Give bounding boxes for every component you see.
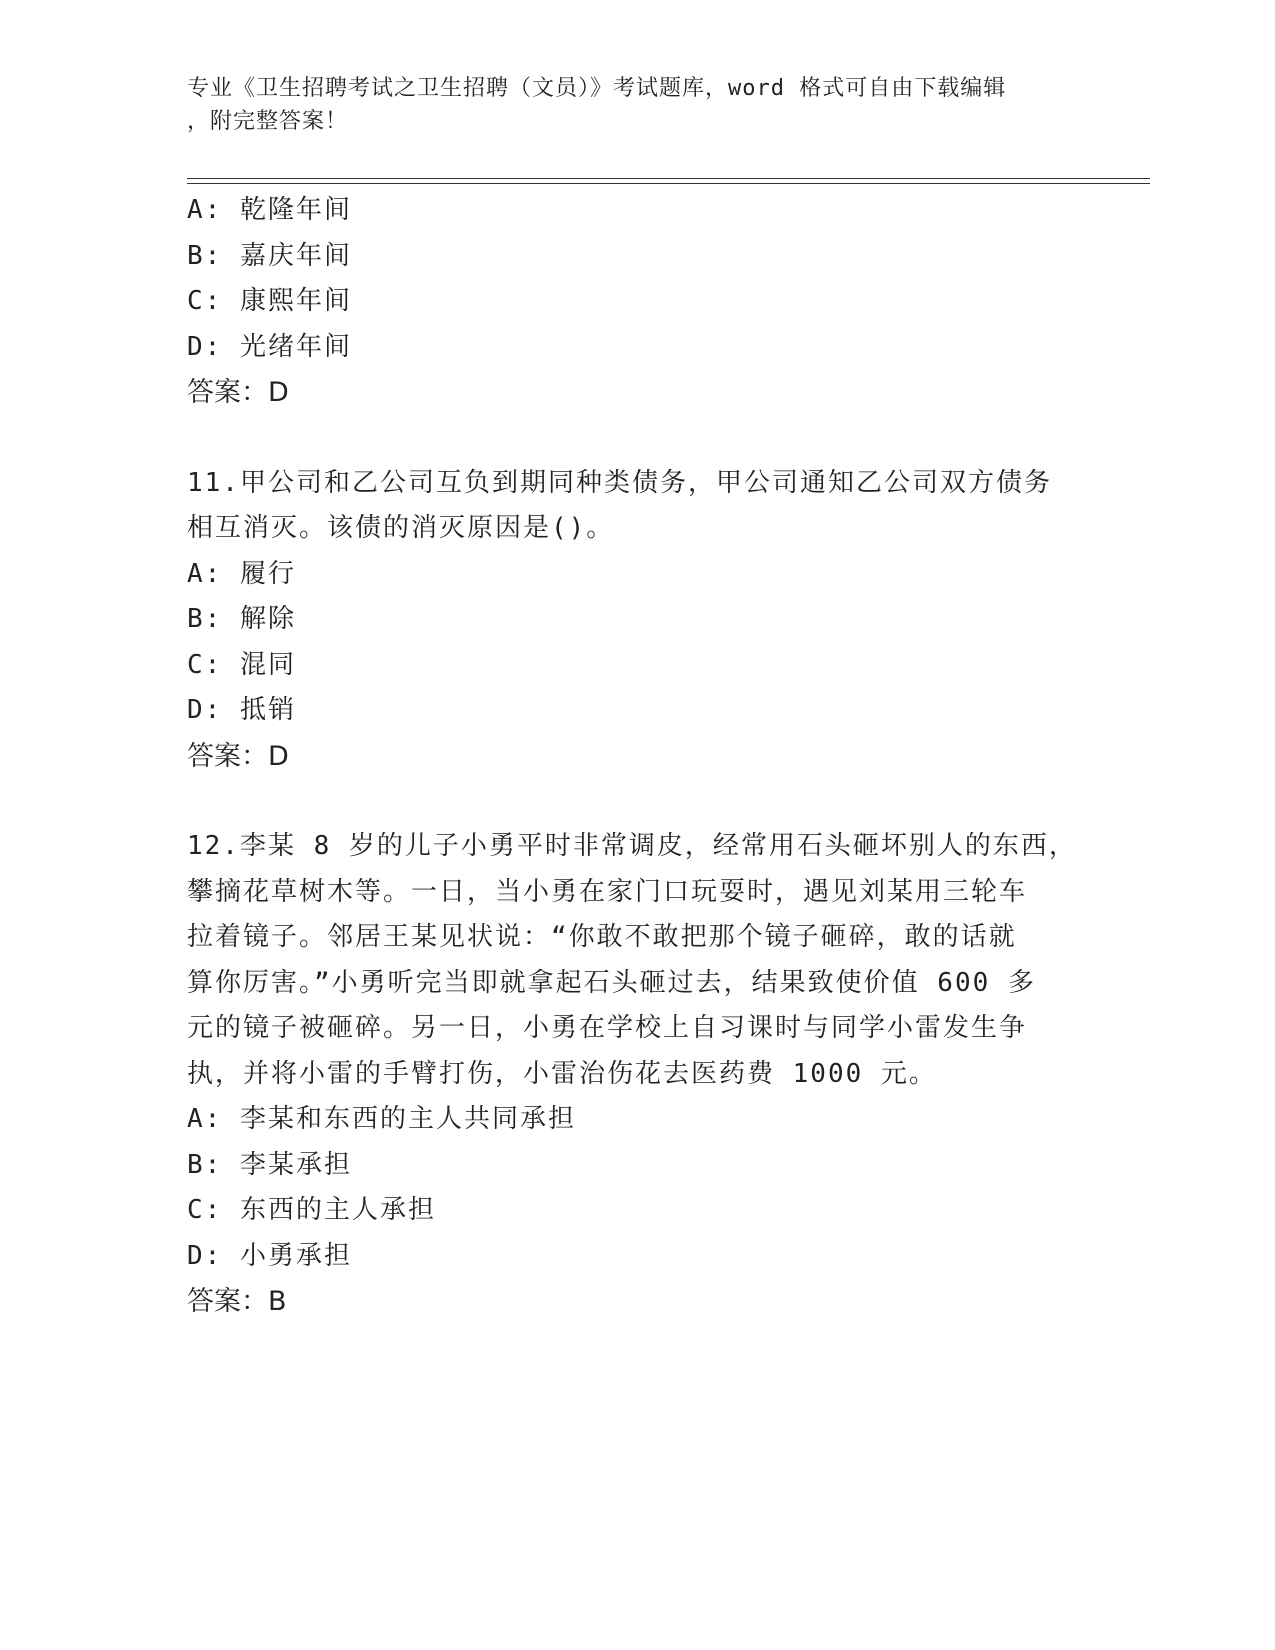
option-d: D: 小勇承担 [187,1240,352,1271]
spacer [187,779,1087,824]
question-text-line: 拉着镜子。邻居王某见状说：“你敢不敢把那个镜子砸碎，敢的话就 [187,922,1017,952]
option-b: B: 解除 [187,604,296,634]
answer: 答案：D [187,377,289,408]
option-b: B: 李某承担 [187,1149,352,1180]
option-c: C: 混同 [187,649,296,680]
spacer [187,416,1087,461]
question-text-line: 11.甲公司和乙公司互负到期同种类债务，甲公司通知乙公司双方债务 [187,467,1052,498]
question-text-line: 算你厉害。”小勇听完当即就拿起石头砸过去，结果致使价值 600 多 [187,967,1036,998]
option-a: A: 李某和东西的主人共同承担 [187,1104,576,1134]
option-a: A: 乾隆年间 [187,195,352,225]
header-divider-top [187,178,1150,179]
question-text-line: 执，并将小雷的手臂打伤，小雷治伤花去医药费 1000 元。 [187,1058,937,1089]
header-line-1: 专业《卫生招聘考试之卫生招聘（文员）》考试题库，word 格式可自由下载编辑 [187,76,1007,101]
question-10 [187,188,1087,416]
answer: 答案：D [187,740,289,772]
question-text-line: 攀摘花草树木等。一日，当小勇在家门口玩耍时，遇见刘某用三轮车 [187,876,1028,907]
question-text-line: 12.李某 8 岁的儿子小勇平时非常调皮，经常用石头砸坏别人的东西， [187,831,1077,861]
question-text-line: 元的镜子被砸碎。另一日，小勇在学校上自习课时与同学小雷发生争 [187,1013,1028,1043]
option-d: D: 光绪年间 [187,331,352,362]
question-12 [187,824,1087,1325]
header-line-2: ，附完整答案！ [187,109,349,134]
question-content [187,188,1087,1325]
option-d: D: 抵销 [187,695,296,725]
header-divider-bottom [187,183,1150,184]
question-11 [187,461,1087,780]
answer: 答案：B [187,1286,287,1317]
option-a: A: 履行 [187,558,296,589]
option-b: B: 嘉庆年间 [187,240,352,271]
document-header [187,72,1087,138]
option-c: C: 东西的主人承担 [187,1195,436,1225]
question-text-line: 相互消灭。该债的消灭原因是()。 [187,513,615,543]
option-c: C: 康熙年间 [187,286,352,316]
